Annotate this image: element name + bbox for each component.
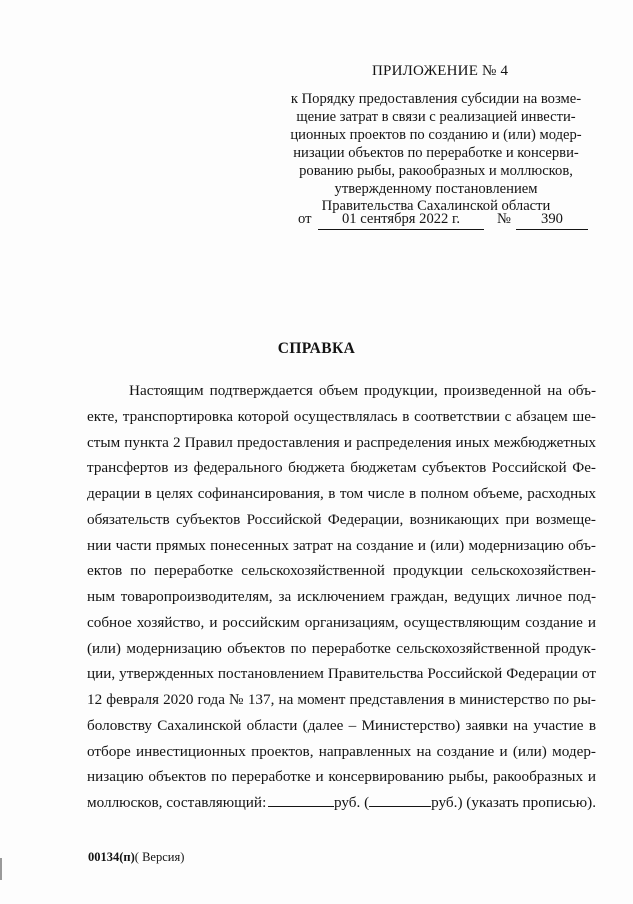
body-line: 12 февраля 2020 года № 137, на момент представления в министерство по ры- (87, 691, 596, 708)
body-line: (или) модернизацию объектов по переработке сельскохозяйственной продук- (87, 639, 596, 657)
scan-edge-mark (0, 858, 2, 880)
body-line: ектов по переработке сельскохозяйственной продукции сельскохозяйствен- (87, 562, 596, 580)
number-sign: № (497, 211, 511, 227)
rub-words-label: руб.) (указать прописью). (431, 794, 596, 811)
body-line: обязательств субъектов Российской Федерации, возникающих при возмеще- (87, 510, 596, 528)
body-line: ции, утвержденных постановлением Правительства Российской Федерации от (87, 665, 596, 683)
amount-line (87, 790, 596, 816)
appendix-line: ционных проектов по созданию и (или) модер- (290, 126, 582, 143)
body-line: екте, транспортировка которой осуществлялась в соответствии с абзацем ше- (87, 407, 596, 425)
footer-code (88, 850, 184, 865)
document-title: СПРАВКА (277, 340, 356, 357)
body-line: собное хозяйство, и российским организациям, осуществляющим создание и (87, 613, 596, 631)
rub-label: руб. ( (333, 794, 370, 811)
body-line: ным товаропроизводителям, за исключением граждан, ведущих личное под- (87, 588, 596, 605)
body-line: боловству Сахалинской области (далее – Министерство) заявки на участие в (87, 716, 596, 734)
body-line: трансфертов из федерального бюджета бюджетам субъектов Российской Фе- (87, 459, 596, 477)
appendix-line: низации объектов по переработке и консерви- (293, 144, 579, 161)
body-line: стым пункта 2 Правил предоставления и распределения иных межбюджетных (87, 433, 596, 451)
amount-number-blank[interactable] (268, 792, 334, 807)
body-line: отборе инвестиционных проектов, направленных на создание и (или) модер- (87, 742, 596, 760)
document-code: 00134(п) (88, 850, 135, 864)
resolution-date: 01 сентября 2022 г. (318, 211, 484, 230)
appendix-line: утвержденному постановлением (334, 180, 538, 197)
document-version: ( Версия) (134, 850, 185, 864)
amount-words-blank[interactable] (369, 792, 431, 807)
resolution-date-line (298, 211, 598, 231)
appendix-title: ПРИЛОЖЕНИЕ № 4 (372, 63, 509, 79)
from-label: от (298, 211, 312, 227)
body-line: низацию объектов по переработке и консервированию рыбы, ракообразных и (87, 768, 596, 786)
resolution-number: 390 (516, 211, 588, 230)
body-line: Настоящим подтверждается объем продукции, произведенной на объ- (129, 382, 596, 399)
body-line: дерации в целях софинансирования, в том числе в полном объеме, расходных (87, 485, 596, 502)
appendix-line: Правительства Сахалинской области (321, 198, 551, 215)
certificate-body (87, 378, 596, 816)
body-line: нии части прямых понесенных затрат на создание и (или) модернизацию объ- (87, 536, 596, 554)
amount-line-prefix: моллюсков, составляющий: (87, 794, 267, 811)
appendix-reference (278, 91, 594, 216)
appendix-line: щение затрат в связи с реализацией инвести- (296, 108, 576, 125)
appendix-line: к Порядку предоставления субсидии на возме- (290, 91, 582, 107)
amount-fields (268, 790, 596, 816)
appendix-line: рованию рыбы, ракообразных и моллюсков, (299, 162, 573, 179)
